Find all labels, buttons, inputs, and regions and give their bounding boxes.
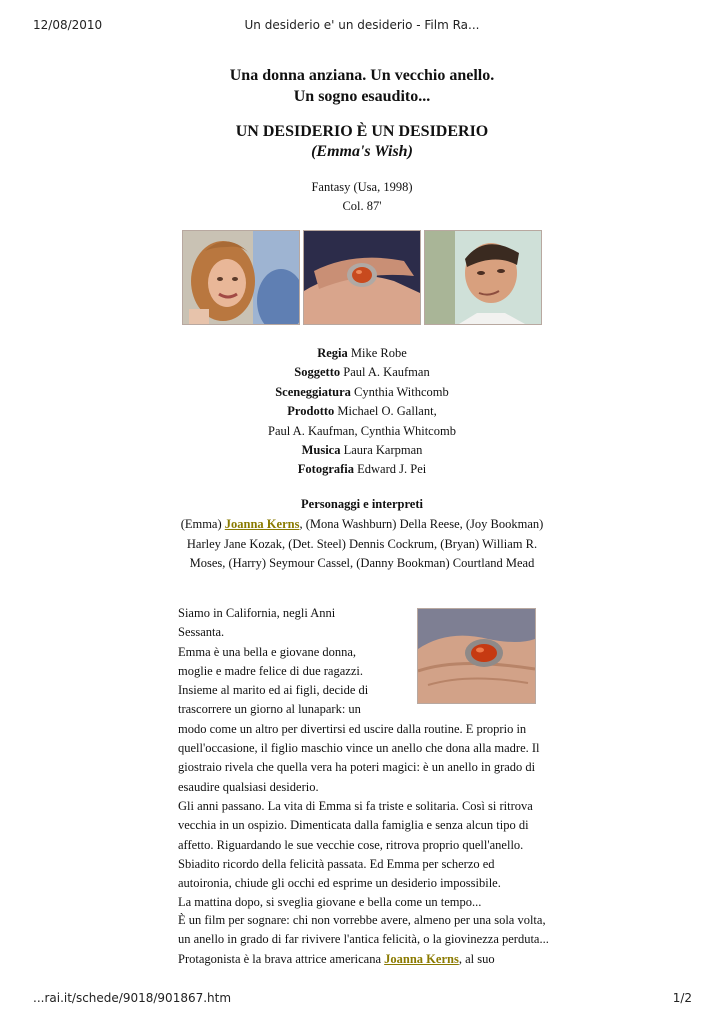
film-meta (0, 178, 724, 216)
tagline-line-1: Una donna anziana. Un vecchio anello. (229, 67, 495, 84)
print-page-number: 1/2 (672, 991, 692, 1005)
credit-name: Paul A. Kaufman (343, 365, 430, 380)
credit-row (0, 460, 724, 479)
cast-prefix: (Emma) (180, 517, 225, 531)
credit-role: Sceneggiatura (275, 384, 351, 399)
synopsis-paragraph: Siamo in California, negli Anni Sessanta. (178, 606, 336, 640)
synopsis-paragraph: La mattina dopo, si sveglia giovane e bella come un tempo... (178, 895, 482, 910)
film-stills (182, 230, 542, 325)
synopsis-paragraph: Insieme al marito ed ai figli, decide di trascorrere un giorno al lunapark: un modo come un altro per divertirsi ed uscire dalla routine. E proprio in quell'occasione, il figlio maschio vince un anello che dona alla madre. Il giostraio rivela che quella vera ha poteri magici: è un anello in grado di esaudire qualsiasi desiderio. (178, 683, 540, 794)
synopsis-paragraph: Gli anni passano. La vita di Emma si fa triste e solitaria. Così si ritrova vecchia in un ospizio. Dimenticata dalla famiglia e senza alcun tipo di affetto. Riguardando le sue vecchie cose, ritrova proprio quell'anello. Sbiadito ricordo della felicità passata. Ed Emma per scherzo ed autoironia, chiude gli occhi ed esprime un desiderio impossibile. (178, 798, 533, 891)
cast-list (178, 515, 546, 574)
film-format: Col. 87' (342, 199, 382, 213)
print-footer (0, 991, 724, 1007)
credit-role: Prodotto (287, 404, 335, 419)
cast-heading: Personaggi e interpreti (301, 497, 423, 511)
film-title: UN DESIDERIO È UN DESIDERIO (235, 123, 489, 140)
film-genre: Fantasy (Usa, 1998) (311, 180, 413, 194)
print-url: ...rai.it/schede/9018/901867.htm (33, 991, 232, 1005)
still-boy-photo (424, 230, 542, 325)
review-prefix: Protagonista è la brava attrice americana (178, 951, 385, 966)
film-original-title: (Emma's Wish) (311, 143, 413, 160)
credit-role: Fotografia (297, 462, 354, 477)
credit-row (0, 363, 724, 382)
review-suffix: , al suo (458, 951, 495, 966)
credit-name: Mike Robe (350, 346, 407, 360)
print-date: 12/08/2010 (33, 18, 103, 32)
actor-link-joanna-kerns-2[interactable]: Joanna Kerns (384, 951, 459, 966)
credit-row (0, 402, 724, 421)
review (178, 911, 550, 969)
synopsis (178, 604, 550, 913)
print-page-title: Un desiderio e' un desiderio - Film Ra... (244, 18, 480, 32)
credit-row (0, 441, 724, 460)
actor-link-joanna-kerns[interactable]: Joanna Kerns (224, 517, 300, 531)
credits-list (0, 344, 724, 480)
credit-name: Edward J. Pei (357, 462, 427, 477)
tagline (0, 65, 724, 107)
review-paragraph: È un film per sognare: chi non vorrebbe avere, almeno per una sola volta, un anello in grado di far rivivere l'antica felicità, o la giovinezza perduta... (178, 913, 549, 947)
credit-row (0, 344, 724, 363)
credit-name: Michael O. Gallant, (337, 404, 437, 419)
credit-name: Cynthia Withcomb (354, 384, 449, 399)
synopsis-paragraph: Emma è una bella e giovane donna, moglie e madre felice di due ragazzi. (178, 644, 363, 678)
credit-role: Musica (301, 443, 341, 458)
still-woman-photo (182, 230, 300, 325)
credit-role: Soggetto (294, 365, 341, 380)
credit-name: Laura Karpman (343, 443, 423, 458)
cast-rest: , (Mona Washburn) Della Reese, (Joy Bookman) Harley Jane Kozak, (Det. Steel) Dennis Cockrum, (Bryan) William R. Moses, (Harry) Seymour Cassel, (Danny Bookman) Courtland Mead (186, 517, 544, 570)
tagline-line-2: Un sogno esaudito... (293, 88, 431, 105)
print-header (0, 18, 724, 34)
credit-row (0, 383, 724, 402)
credit-row (0, 422, 724, 441)
credit-role: Regia (317, 346, 348, 360)
review-paragraph-2 (178, 950, 550, 969)
still-ring-photo (303, 230, 421, 325)
film-title-block (0, 122, 724, 162)
credit-name: Paul A. Kaufman, Cynthia Whitcomb (268, 423, 456, 438)
